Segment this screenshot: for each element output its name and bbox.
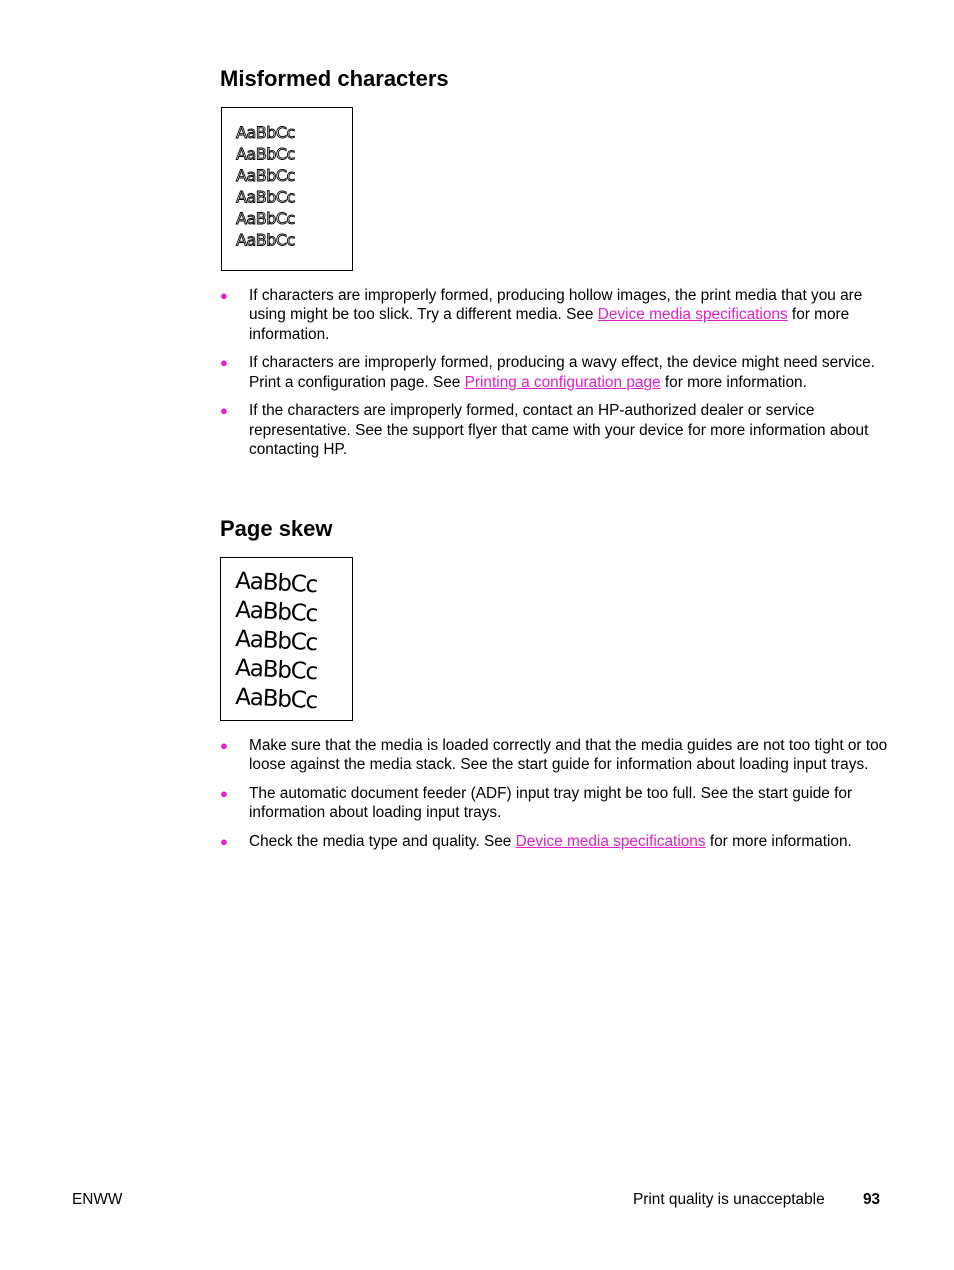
sample-text-line: AaBbCc	[236, 187, 295, 207]
sample-text-line: AaBbCc	[236, 166, 295, 185]
sample-text-line: AaBbCc	[234, 684, 318, 715]
sample-text-line: AaBbCc	[234, 597, 318, 628]
sample-text-line: AaBbCc	[236, 230, 295, 250]
bullet-icon: ●	[220, 288, 228, 303]
list-item: ● Make sure that the media is loaded correctly and that the media guides are not too tight or too loose against the media stack. See the start guide for information about loading input trays.	[220, 737, 888, 774]
bullet-icon: ●	[220, 786, 228, 802]
printing-configuration-page-link[interactable]: Printing a configuration page	[464, 373, 661, 391]
list-item: ● The automatic document feeder (ADF) input tray might be too full. See the start guide for information about loading input trays.	[220, 785, 853, 822]
misformed-sample-image	[221, 107, 353, 271]
misformed-bullets	[220, 286, 890, 469]
bullet-icon: ●	[220, 355, 228, 371]
list-item: ● If characters are improperly formed, producing a wavy effect, the device might need service. Print a configuration page. See Printing a configuration page for more information.	[220, 354, 875, 391]
section-title: Misformed characters	[220, 66, 449, 91]
footer-left: ENWW	[72, 1191, 123, 1208]
sample-text-line: AaBbCc	[236, 123, 295, 142]
device-media-specifications-link[interactable]: Device media specifications	[515, 833, 706, 851]
misformed-sample-svg	[222, 108, 352, 270]
bullet-icon: ●	[220, 738, 228, 753]
page-number: 93	[863, 1191, 881, 1208]
skew-sample-svg	[221, 558, 352, 720]
sample-text-line: AaBbCc	[234, 655, 318, 686]
sample-text-line: AaBbCc	[236, 209, 295, 228]
section-title: Page skew	[220, 516, 333, 541]
section-misformed-characters	[220, 66, 890, 92]
list-item: ● If the characters are improperly formed, contact an HP-authorized dealer or service representative. See the support flyer that came with your device for more information about contacting HP.	[220, 402, 869, 459]
sample-text-line: AaBbCc	[234, 568, 318, 599]
sample-text-line: AaBbCc	[236, 144, 295, 164]
list-item: ● Check the media type and quality. See Device media specifications for more information.	[220, 833, 852, 851]
footer-section-name: Print quality is unacceptable	[633, 1191, 825, 1208]
bullet-icon: ●	[220, 403, 228, 419]
skew-sample-image	[220, 557, 353, 721]
bullet-icon: ●	[220, 834, 228, 850]
section-page-skew	[220, 516, 890, 542]
device-media-specifications-link[interactable]: Device media specifications	[597, 306, 788, 324]
skew-bullets	[220, 736, 890, 861]
sample-text-line: AaBbCc	[234, 626, 318, 657]
list-item: ● If characters are improperly formed, producing hollow images, the print media that you are using might be too slick. Try a different media. See Device media specifications for more information.	[220, 287, 863, 343]
